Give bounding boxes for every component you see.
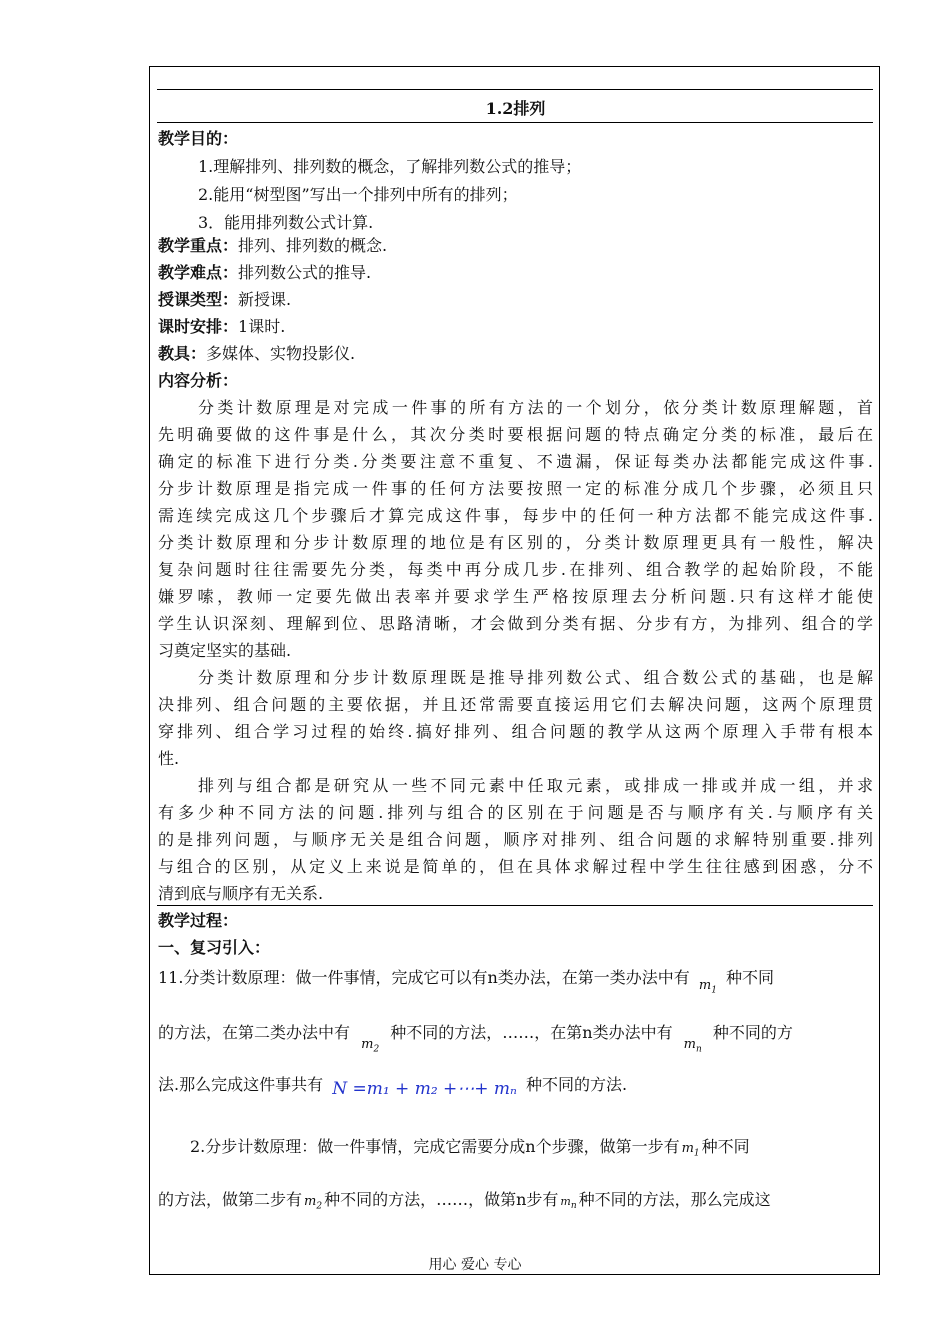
objective-3: 3．能用排列数公式计算. [198, 213, 374, 232]
meta-difficulty: 教学难点：排列数公式的推导. [158, 263, 372, 282]
rule-mult-line1: 2.分步计数原理：做一件事情，完成它需要分成n个步骤，做第一步有 $m_1$ 种不同 [190, 1137, 750, 1159]
analysis-line: 学生认识深刻、理解到位、思路清晰，才会做到分类有据、分步有方，为排列、组合的学 [158, 614, 873, 633]
analysis-line: 的是排列问题，与顺序无关是组合问题，顺序对排列、组合问题的求解特别重要.排列 [158, 830, 873, 849]
objective-1: 1.理解排列、排列数的概念，了解排列数公式的推导； [198, 157, 582, 176]
rule-add-line3: 法.那么完成这件事共有 N =m₁ + m₂ +⋯+ mₙ 种不同的方法. [158, 1075, 628, 1099]
analysis-line: 清到底与顺序有无关系. [158, 884, 324, 903]
analysis-line: 性. [158, 749, 180, 768]
sum-formula: N =m₁ + m₂ +⋯+ mₙ [332, 1079, 517, 1099]
process-rule [157, 905, 873, 906]
analysis-line: 嫌罗嗦，教师一定要先做出表率并要求学生严格按原理去分析问题.只有这样才能使 [158, 587, 873, 606]
meta-focus: 教学重点：排列、排列数的概念. [158, 236, 388, 255]
analysis-line: 先明确要做的这件事是什么，其次分类时要根据问题的特点确定分类的标准，最后在 [158, 425, 873, 444]
meta-tools: 教具：多媒体、实物投影仪. [158, 344, 356, 363]
analysis-line: 复杂问题时往往需要先分类，每类中再分成几步.在排列、组合教学的起始阶段，不能 [158, 560, 873, 579]
top-rule [157, 89, 873, 90]
analysis-line: 分类计数原理是对完成一件事的所有方法的一个划分，依分类计数原理解题，首 [198, 398, 873, 417]
analysis-line: 分类计数原理和分步计数原理既是推导排列数公式、组合数公式的基础，也是解 [198, 668, 873, 687]
analysis-line: 决排列、组合问题的主要依据，并且还常需要直接运用它们去解决问题，这两个原理贯 [158, 695, 873, 714]
analysis-line: 穿排列、组合学习过程的始终.搞好排列、组合问题的教学从这两个原理入手带有根本 [158, 722, 873, 741]
analysis-line: 分步计数原理是指完成一件事的任何方法要按照一定的标准分成几个步骤，必须且只 [158, 479, 873, 498]
analysis-line: 习奠定坚实的基础. [158, 641, 292, 660]
analysis-line: 与组合的区别，从定义上来说是简单的，但在具体求解过程中学生往往感到困惑，分不 [158, 857, 873, 876]
title-rule [157, 122, 873, 123]
page-footer: 用心 爱心 专心 [428, 1257, 522, 1273]
rule-add-line2: 的方法，在第二类办法中有 $_{m_2}$ 种不同的方法，……，在第n类办法中有 $_{m_n}$ 种不同的方 [158, 1023, 793, 1055]
process-heading: 教学过程： [158, 911, 239, 930]
meta-type: 授课类型：新授课. [158, 290, 292, 309]
analysis-line: 分类计数原理和分步计数原理的地位是有区别的，分类计数原理更具有一般性，解决 [158, 533, 873, 552]
analysis-line: 排列与组合都是研究从一些不同元素中任取元素，或排成一排或并成一组，并求 [198, 776, 873, 795]
analysis-line: 需连续完成这几个步骤后才算完成这件事，每步中的任何一种方法都不能完成这件事. [158, 506, 873, 525]
objectives-heading: 教学目的： [158, 129, 239, 148]
analysis-heading: 内容分析： [158, 371, 239, 390]
page-title: 1.2排列 [485, 99, 546, 118]
analysis-line: 确定的标准下进行分类.分类要注意不重复、不遗漏，保证每类办法都能完成这件事. [158, 452, 873, 471]
objective-2: 2.能用“树型图”写出一个排列中所有的排列； [198, 185, 518, 204]
meta-hours: 课时安排：1课时. [158, 317, 286, 336]
rule-mult-line2: 的方法，做第二步有 $m_2$ 种不同的方法，……，做第n步有 $m_n$ 种不同的方法，那么完成这 [158, 1190, 771, 1212]
review-heading: 一、复习引入： [158, 938, 271, 957]
analysis-line: 有多少种不同方法的问题.排列与组合的区别在于问题是否与顺序有关.与顺序有关 [158, 803, 873, 822]
rule-add-line1: 11.分类计数原理：做一件事情，完成它可以有n类办法，在第一类办法中有 $_{m_1}$ 种不同 [158, 968, 775, 996]
